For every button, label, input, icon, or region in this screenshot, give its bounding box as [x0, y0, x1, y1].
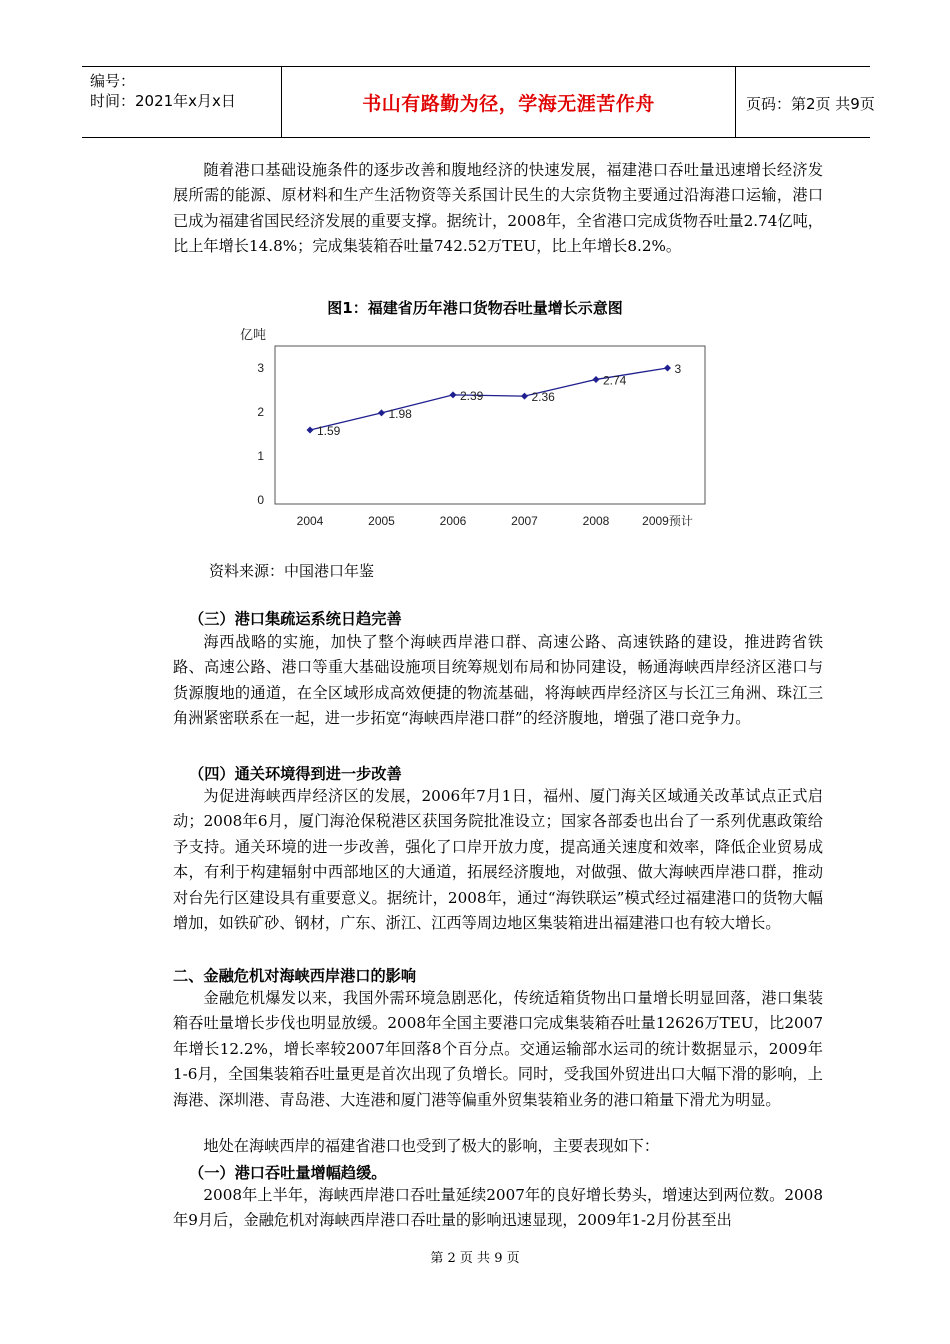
paragraph-throughput: 2008年上半年，海峡西岸港口吞吐量延续2007年的良好增长势头，增速达到两位数。2008年9月后，金融危机对海峡西岸港口吞吐量的影响迅速显现，2009年1-2月份甚至出	[173, 1186, 823, 1230]
y-tick-label: 2	[257, 405, 264, 419]
data-label: 2.74	[603, 373, 627, 388]
data-label: 2.39	[460, 388, 484, 403]
number-label: 编号：	[90, 72, 136, 90]
y-axis-unit: 亿吨	[240, 327, 267, 342]
paragraph-impact-intro: 地处在海峡西岸的福建省港口也受到了极大的影响，主要表现如下：	[203, 1137, 660, 1155]
header-meta	[82, 67, 281, 137]
page-number: 页码：第2页 共9页	[746, 95, 875, 113]
data-label: 3	[674, 362, 682, 376]
motto: 书山有路勤为径，学海无涯苦作舟	[362, 93, 655, 115]
paragraph-financial-crisis: 金融危机爆发以来，我国外需环境急剧恶化，传统适箱货物出口量增长明显回落，港口集装箱吞吐量增长步伐也明显放缓。2008年全国主要港口完成集装箱吞吐量12626万TEU，比2007年增长12.2%，增长率较2007年回落8个百分点。交通运输部水运司的统计数据显示，2009年1-6月，全国集装箱吞吐量更是首次出现了负增长。同时，受我国外贸进出口大幅下滑的影响，上海港、深圳港、青岛港、大连港和厦门港等偏重外贸集装箱业务的港口箱量下滑尤为明显。	[173, 989, 823, 1109]
page-footer: 第 2 页 共 9 页	[430, 1251, 520, 1266]
chart-title: 图1：福建省历年港口货物吞吐量增长示意图	[327, 299, 623, 317]
heading-collection-system: （三）港口集疏运系统日趋完善	[189, 610, 402, 628]
y-tick-label: 1	[257, 449, 264, 463]
x-tick-label: 2006	[439, 514, 467, 528]
header-motto-cell	[281, 67, 736, 137]
data-label: 2.36	[531, 390, 555, 405]
paragraph-intro: 随着港口基础设施条件的逐步改善和腹地经济的快速发展，福建港口吞吐量迅速增长经济发展所需的能源、原材料和生产生活物资等关系国计民生的大宗货物主要通过沿海港口运输，港口已成为福建省国民经济发展的重要支撑。据统计，2008年，全省港口完成货物吞吐量2.74亿吨，比上年增长14.8%；完成集装箱吞吐量742.52万TEU，比上年增长8.2%。	[173, 161, 823, 256]
header-page-cell	[736, 67, 875, 137]
y-tick-label: 0	[257, 493, 264, 507]
x-tick-label: 2007	[511, 514, 538, 528]
heading-throughput: （一）港口吞吐量增幅趋缓。	[189, 1164, 387, 1182]
page-header	[82, 66, 875, 138]
line-chart	[230, 322, 710, 532]
heading-customs: （四）通关环境得到进一步改善	[189, 765, 402, 783]
data-label: 1.59	[317, 424, 341, 439]
paragraph-customs: 为促进海峡西岸经济区的发展，2006年7月1日，福州、厦门海关区域通关改革试点正式启动；2008年6月，厦门海沧保税港区获国务院批准设立；国家各部委也出台了一系列优惠政策给予支持。通关环境的进一步改善，强化了口岸开放力度，提高通关速度和效率，降低企业贸易成本，有利于构建辐射中西部地区的大通道，拓展经济腹地，对做强、做大海峡西岸港口群，推动对台先行区建设具有重要意义。据统计，2008年，通过“海铁联运”模式经过福建港口的货物大幅增加，如铁矿砂、钢材，广东、浙江、江西等周边地区集装箱进出福建港口也有较大增长。	[173, 787, 823, 933]
x-tick-label: 2005	[368, 514, 395, 528]
paragraph-collection-system: 海西战略的实施，加快了整个海峡西岸港口群、高速公路、高速铁路的建设，推进跨省铁路、高速公路、港口等重大基础设施项目统筹规划布局和协同建设，畅通海峡西岸经济区港口与货源腹地的通道，在全区域形成高效便捷的物流基础，将海峡西岸经济区与长江三角洲、珠江三角洲紧密联系在一起，进一步拓宽“海峡西岸港口群”的经济腹地，增强了港口竞争力。	[173, 633, 823, 728]
heading-financial-crisis: 二、金融危机对海峡西岸港口的影响	[173, 967, 416, 985]
x-tick-label: 2004	[296, 514, 324, 528]
data-label: 1.98	[388, 406, 412, 421]
x-tick-label: 2008	[582, 514, 610, 528]
x-tick-label: 2009预计	[642, 514, 693, 528]
date-label: 时间：2021年x月x日	[90, 92, 236, 110]
chart-source: 资料来源：中国港口年鉴	[209, 562, 375, 580]
y-tick-label: 3	[257, 361, 264, 375]
